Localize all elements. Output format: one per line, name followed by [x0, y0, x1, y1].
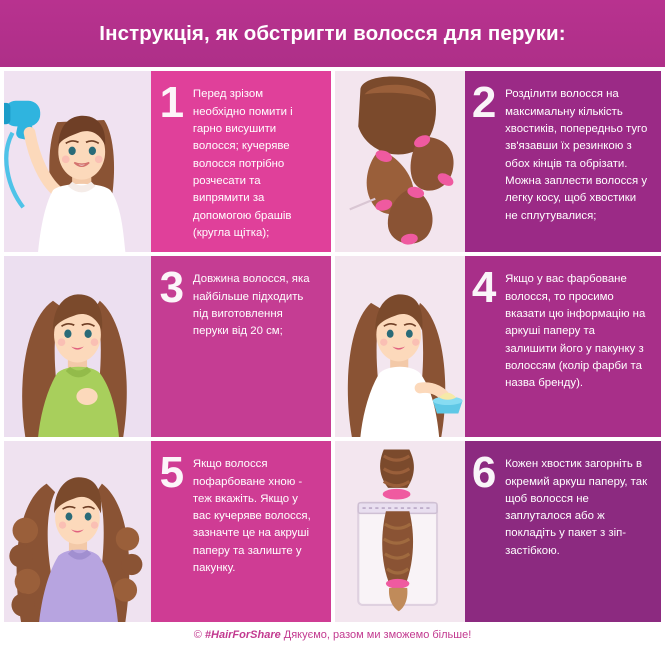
- step-6-description: Кожен хвостик загорніть в окремий аркуш паперу, так щоб волосся не заплуталося або ж покладіть у пакет з зіп-застібкою.: [505, 458, 648, 557]
- poster-header: [0, 0, 665, 67]
- footer-copyright: ©: [193, 629, 205, 642]
- step-4-text-pane: [465, 256, 661, 437]
- braid-in-bag-icon: [335, 441, 466, 622]
- footer-credit: [194, 629, 472, 641]
- girl-with-dye-icon: [335, 256, 466, 437]
- step-card-1: [4, 71, 331, 252]
- step-3-description: Довжина волосся, яка найбільше підходить під виготовлення перуки від 20 см;: [192, 273, 310, 338]
- step-card-2: [335, 71, 662, 252]
- step-5-number: 5: [159, 448, 185, 498]
- step-1-description: Перед зрізом необхідно помити і гарно висушити волосся; кучеряве волосся потрібно розчесати та випрямити за допомогою брашів (кругла щітка);: [192, 88, 293, 239]
- step-card-5: [4, 441, 331, 622]
- step-1-number: 1: [159, 78, 185, 128]
- step-5-description: Якщо волосся пофарбоване хною - теж вкажіть. Якщо у вас кучеряве волосся, зазначте це на акруші паперу та залиште у пакунку.: [192, 458, 311, 575]
- step-card-3: [4, 256, 331, 437]
- step-3-text-pane: [151, 256, 331, 437]
- step-6-text-pane: [465, 441, 661, 622]
- step-2-number: 2: [471, 78, 497, 128]
- hairdryer-girl-icon: [4, 71, 151, 252]
- steps-grid: [0, 67, 665, 622]
- step-4-number: 4: [471, 263, 497, 313]
- step-2-illustration: [335, 71, 466, 252]
- step-1-text-pane: [151, 71, 331, 252]
- ponytails-icon: [335, 71, 466, 252]
- step-4-illustration: [335, 256, 466, 437]
- step-3-illustration: [4, 256, 151, 437]
- step-card-6: [335, 441, 662, 622]
- step-6-number: 6: [471, 448, 497, 498]
- step-5-illustration: [4, 441, 151, 622]
- step-6-illustration: [335, 441, 466, 622]
- step-2-text-pane: [465, 71, 661, 252]
- curly-hair-girl-icon: [4, 441, 151, 622]
- footer-tagline: Дякуємо, разом ми зможемо більше!: [280, 629, 472, 642]
- footer-brand-hashtag: #HairForShare: [204, 629, 281, 642]
- step-3-number: 3: [159, 263, 185, 313]
- step-4-description: Якщо у вас фарбоване волосся, то просимо вказати цю інформацію на аркуші паперу та залишити його у пакунку з волоссям (колір фарби та назва бренду).: [505, 273, 646, 390]
- long-hair-girl-icon: [4, 256, 151, 437]
- poster-footer: [0, 622, 665, 648]
- page-title: Інструкція, як обстригти волосся для перуки:: [99, 21, 566, 45]
- step-5-text-pane: [151, 441, 331, 622]
- step-2-description: Розділити волосся на максимальну кількість хвостиків, попередньо туго зв'язавши їх резинкою з обох кінців та обрізати. Можна заплести волосся у легку косу, щоб хвостики не сплутувалися;: [505, 88, 648, 222]
- step-card-4: [335, 256, 662, 437]
- step-1-illustration: [4, 71, 151, 252]
